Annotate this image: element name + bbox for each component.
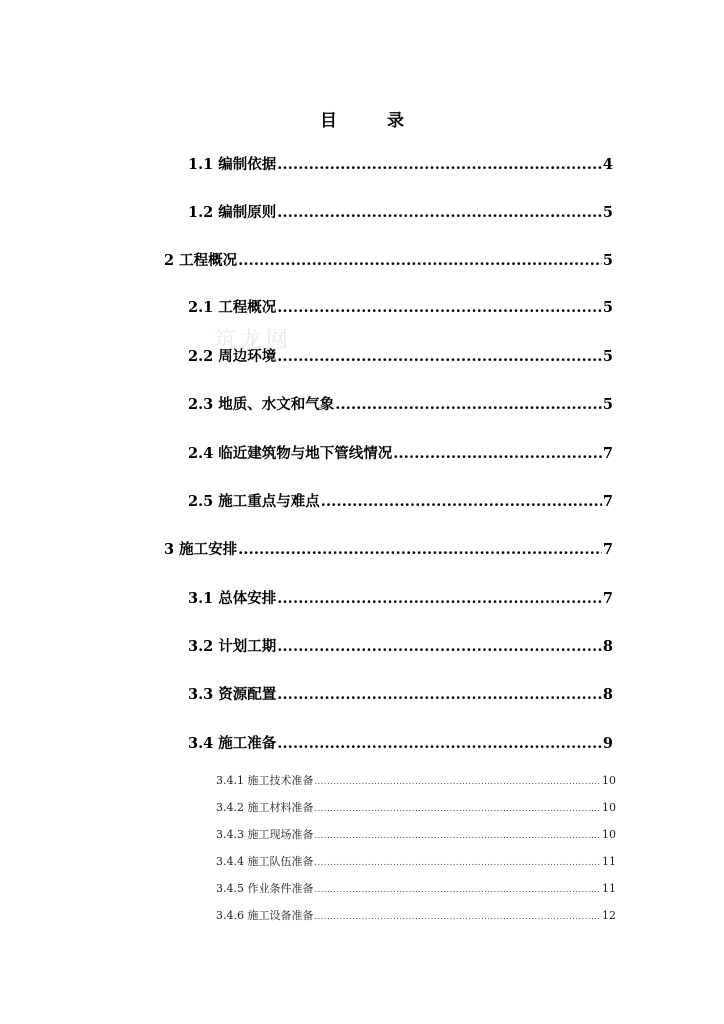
toc-entry-label: 3.1 总体安排 bbox=[188, 590, 277, 607]
toc-page-number: 9 bbox=[602, 735, 613, 752]
toc-entry-label: 3.4.4 施工队伍准备 bbox=[216, 855, 314, 868]
toc-entry-label: 2.5 施工重点与难点 bbox=[188, 493, 320, 510]
toc-entry-label: 1.1 编制依据 bbox=[188, 156, 277, 173]
toc-leader-dots bbox=[315, 909, 602, 924]
toc-leader-dots bbox=[393, 444, 602, 464]
toc-entry-label: 3 施工安排 bbox=[164, 541, 238, 558]
toc-entry-3-4-4[interactable] bbox=[216, 854, 616, 870]
toc-leader-dots bbox=[277, 347, 602, 367]
toc-heading bbox=[0, 106, 724, 131]
toc-entry-2-2[interactable] bbox=[188, 347, 613, 367]
toc-entry-label: 3.4.2 施工材料准备 bbox=[216, 801, 314, 814]
toc-leader-dots bbox=[238, 251, 602, 271]
toc-heading-left: 目 bbox=[320, 111, 337, 131]
toc-entry-label: 2.4 临近建筑物与地下管线情况 bbox=[188, 445, 393, 462]
toc-leader-dots bbox=[277, 734, 602, 754]
toc-entry-1-1[interactable] bbox=[188, 155, 613, 175]
toc-page-number: 10 bbox=[602, 828, 616, 841]
toc-page-number: 8 bbox=[602, 638, 613, 655]
toc-leader-dots bbox=[277, 685, 602, 705]
toc-entry-3-1[interactable] bbox=[188, 589, 613, 609]
toc-entry-3-2[interactable] bbox=[188, 637, 613, 657]
toc-entry-3-4-3[interactable] bbox=[216, 827, 616, 843]
toc-entry-label: 3.3 资源配置 bbox=[188, 686, 277, 703]
toc-entry-3[interactable] bbox=[164, 540, 613, 560]
toc-entry-label: 3.4.3 施工现场准备 bbox=[216, 828, 314, 841]
toc-entry-2-1[interactable] bbox=[188, 298, 613, 318]
toc-leader-dots bbox=[315, 801, 602, 816]
toc-entry-2-3[interactable] bbox=[188, 395, 613, 415]
toc-entry-3-4[interactable] bbox=[188, 734, 613, 754]
toc-page-number: 10 bbox=[602, 801, 616, 814]
toc-entry-label: 2.2 周边环境 bbox=[188, 348, 277, 365]
toc-leader-dots bbox=[315, 882, 602, 897]
toc-page-number: 5 bbox=[602, 204, 613, 221]
toc-leader-dots bbox=[321, 492, 602, 512]
toc-entry-3-3[interactable] bbox=[188, 685, 613, 705]
toc-page-number: 11 bbox=[602, 882, 616, 895]
toc-entry-3-4-5[interactable] bbox=[216, 881, 616, 897]
toc-entry-label: 3.4.1 施工技术准备 bbox=[216, 774, 314, 787]
toc-page-number: 8 bbox=[602, 686, 613, 703]
toc-entry-3-4-6[interactable] bbox=[216, 908, 616, 924]
toc-entry-label: 3.4 施工准备 bbox=[188, 735, 277, 752]
toc-page-number: 5 bbox=[602, 252, 613, 269]
toc-leader-dots bbox=[315, 828, 602, 843]
watermark: 筑龙网 bbox=[214, 328, 293, 353]
toc-entry-3-4-1[interactable] bbox=[216, 773, 616, 789]
toc-leader-dots bbox=[315, 774, 602, 789]
toc-page-number: 5 bbox=[602, 299, 613, 316]
toc-leader-dots bbox=[315, 855, 602, 870]
toc-leader-dots bbox=[277, 155, 602, 175]
toc-entry-2-5[interactable] bbox=[188, 492, 613, 512]
toc-page-number: 7 bbox=[602, 541, 613, 558]
toc-entry-2-4[interactable] bbox=[188, 444, 613, 464]
toc-entry-label: 3.2 计划工期 bbox=[188, 638, 277, 655]
toc-entry-1-2[interactable] bbox=[188, 203, 613, 223]
toc-page-number: 7 bbox=[602, 493, 613, 510]
toc-leader-dots bbox=[277, 637, 602, 657]
toc-entry-label: 2 工程概况 bbox=[164, 252, 238, 269]
toc-page-number: 5 bbox=[602, 348, 613, 365]
toc-page-number: 5 bbox=[602, 396, 613, 413]
toc-entry-label: 3.4.6 施工设备准备 bbox=[216, 909, 314, 922]
toc-entry-label: 3.4.5 作业条件准备 bbox=[216, 882, 314, 895]
toc-leader-dots bbox=[277, 203, 602, 223]
toc-page-number: 7 bbox=[602, 445, 613, 462]
toc-page-number: 10 bbox=[602, 774, 616, 787]
toc-leader-dots bbox=[277, 298, 602, 318]
toc-leader-dots bbox=[277, 589, 602, 609]
toc-entry-label: 2.3 地质、水文和气象 bbox=[188, 396, 335, 413]
toc-page-number: 11 bbox=[602, 855, 616, 868]
toc-heading-right: 录 bbox=[387, 111, 404, 131]
toc-page-number: 4 bbox=[602, 156, 613, 173]
toc-page-number: 12 bbox=[602, 909, 616, 922]
toc-entry-label: 1.2 编制原则 bbox=[188, 204, 277, 221]
toc-entry-2[interactable] bbox=[164, 251, 613, 271]
toc-leader-dots bbox=[238, 540, 602, 560]
toc-leader-dots bbox=[335, 395, 602, 415]
toc-page-number: 7 bbox=[602, 590, 613, 607]
toc-entry-label: 2.1 工程概况 bbox=[188, 299, 277, 316]
toc-entry-3-4-2[interactable] bbox=[216, 800, 616, 816]
